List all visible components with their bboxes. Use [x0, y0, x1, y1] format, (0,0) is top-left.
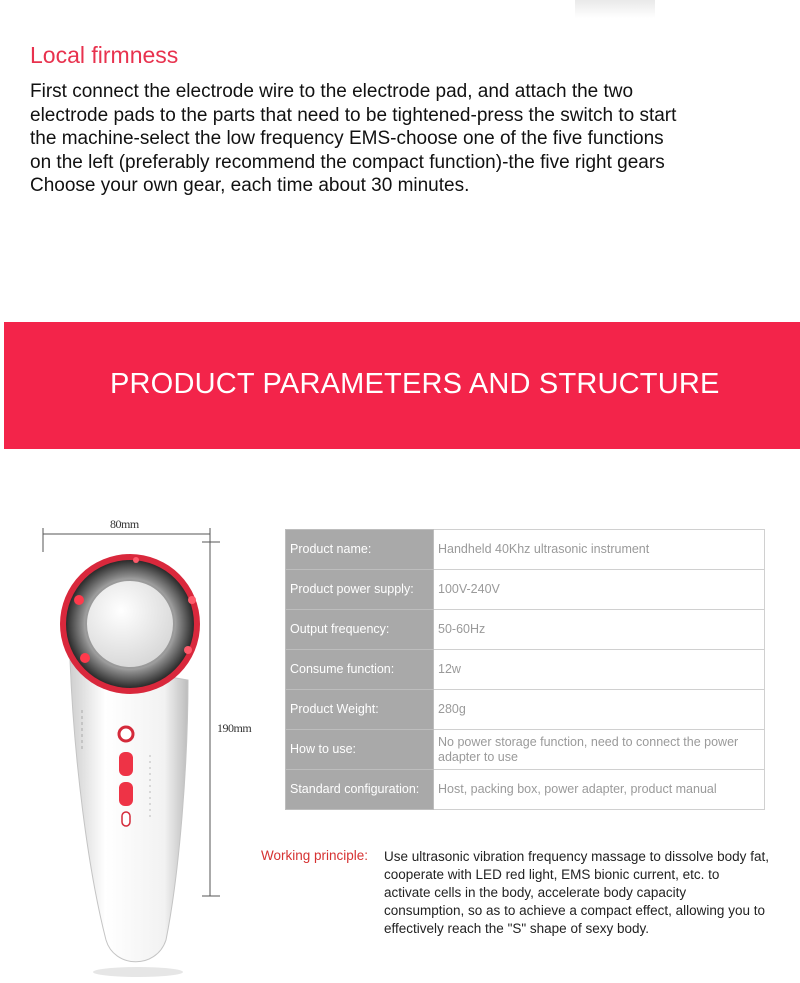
- spec-row: [286, 610, 765, 650]
- spec-value: Handheld 40Khz ultrasonic instrument: [434, 530, 765, 570]
- spec-row: [286, 530, 765, 570]
- ultrasonic-device-image: [38, 540, 218, 980]
- spec-row: [286, 570, 765, 610]
- top-edge-shadow: [575, 0, 655, 18]
- spec-label: Product name:: [286, 530, 434, 570]
- local-firmness-instructions: First connect the electrode wire to the electrode pad, and attach the two electrode pads to the parts that need to be tightened-press the switch to start the machine-select the low frequency EMS-choose one of the five functions on the left (preferably recommend the compact function)-the five right gears Choose your own gear, each time about 30 minutes.: [30, 81, 677, 196]
- height-dimension-label: 190mm: [217, 721, 252, 735]
- spec-row: [286, 770, 765, 810]
- spec-label: Standard configuration:: [286, 770, 434, 810]
- spec-row: [286, 690, 765, 730]
- width-dimension-label: 80mm: [110, 517, 139, 531]
- spec-label: Product Weight:: [286, 690, 434, 730]
- parameters-banner: [4, 322, 800, 449]
- spec-value: No power storage function, need to connect the power adapter to use: [434, 730, 765, 770]
- spec-value: 12w: [434, 650, 765, 690]
- local-firmness-title: Local firmness: [30, 42, 179, 68]
- spec-value: Host, packing box, power adapter, product manual: [434, 770, 765, 810]
- working-principle-text: Use ultrasonic vibration frequency massage to dissolve body fat, cooperate with LED red light, EMS bionic current, etc. to activate cells in the body, accelerate body capacity consumption, so as to achieve a compact effect, allowing you to effectively reach the "S" shape of sexy body.: [384, 849, 769, 936]
- product-spec-table: [285, 529, 765, 810]
- spec-row: [286, 730, 765, 770]
- spec-label: Consume function:: [286, 650, 434, 690]
- working-principle-label: Working principle:: [261, 848, 369, 863]
- spec-value: 280g: [434, 690, 765, 730]
- spec-label: Product power supply:: [286, 570, 434, 610]
- spec-row: [286, 650, 765, 690]
- spec-label: Output frequency:: [286, 610, 434, 650]
- spec-value: 50-60Hz: [434, 610, 765, 650]
- banner-title: PRODUCT PARAMETERS AND STRUCTURE: [110, 368, 720, 400]
- spec-label: How to use:: [286, 730, 434, 770]
- spec-value: 100V-240V: [434, 570, 765, 610]
